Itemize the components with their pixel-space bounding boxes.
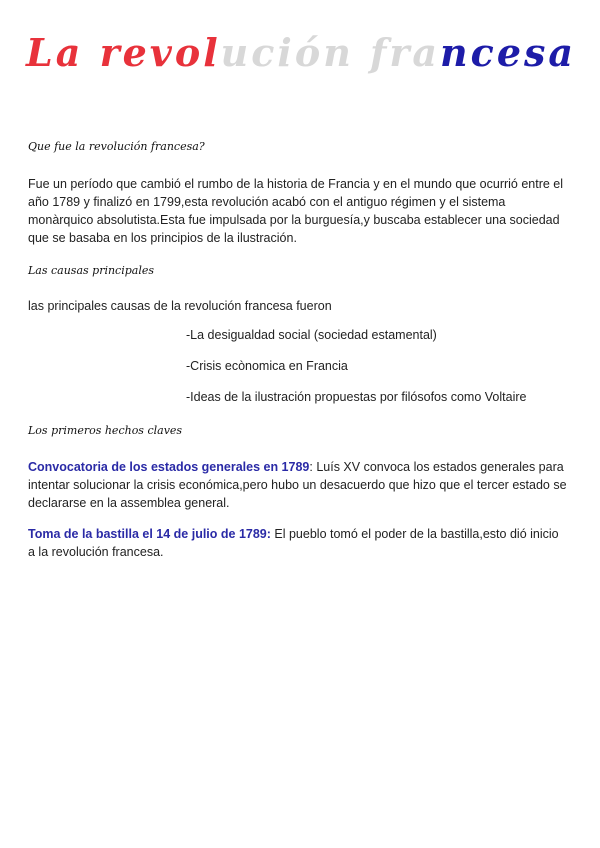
- intro-paragraph: Fue un período que cambió el rumbo de la historia de Francia y en el mundo que ocurrió entre el año 1789 y finalizó en 1799,esta revolución acabó con el antiguo régimen y el sistema monàrquico absolutista.Esta fue impulsada por la burguesía,y buscaba establecer una sociedad que se basaba en los principios de la ilustración.: [28, 177, 564, 245]
- section-heading-what: Que fue la revolución francesa?: [28, 140, 205, 153]
- cause-item: -La desigualdad social (sociedad estamental): [186, 328, 437, 342]
- section-heading-causes: Las causas principales: [28, 264, 155, 277]
- fact-paragraph: [28, 458, 568, 512]
- fact-lead: Convocatoria de los estados generales en 1789: [28, 460, 310, 474]
- fact-text: El pueblo tomó el poder de la bastilla,esto dió inicio a la revolución francesa.: [28, 527, 559, 559]
- fact-lead: Toma de la bastilla el 14 de julio de 1789:: [28, 527, 271, 541]
- title-grey-part: ución fra: [220, 30, 441, 75]
- page-title: [26, 30, 577, 75]
- causes-intro: las principales causas de la revolución francesa fueron: [28, 299, 332, 313]
- cause-item: -Ideas de la ilustración propuestas por filósofos como Voltaire: [186, 390, 527, 404]
- title-red-part: La revol: [26, 30, 221, 75]
- cause-item: -Crisis ecònomica en Francia: [186, 359, 348, 373]
- title-blue-part: ncesa: [440, 30, 577, 75]
- section-heading-facts: Los primeros hechos claves: [28, 424, 183, 437]
- fact-paragraph: [28, 525, 568, 561]
- fact-text: : Luís XV convoca los estados generales para intentar solucionar la crisis económica,pero hubo un desacuerdo que hizo que el tercer estado se declararse en la assemblea general.: [28, 460, 567, 510]
